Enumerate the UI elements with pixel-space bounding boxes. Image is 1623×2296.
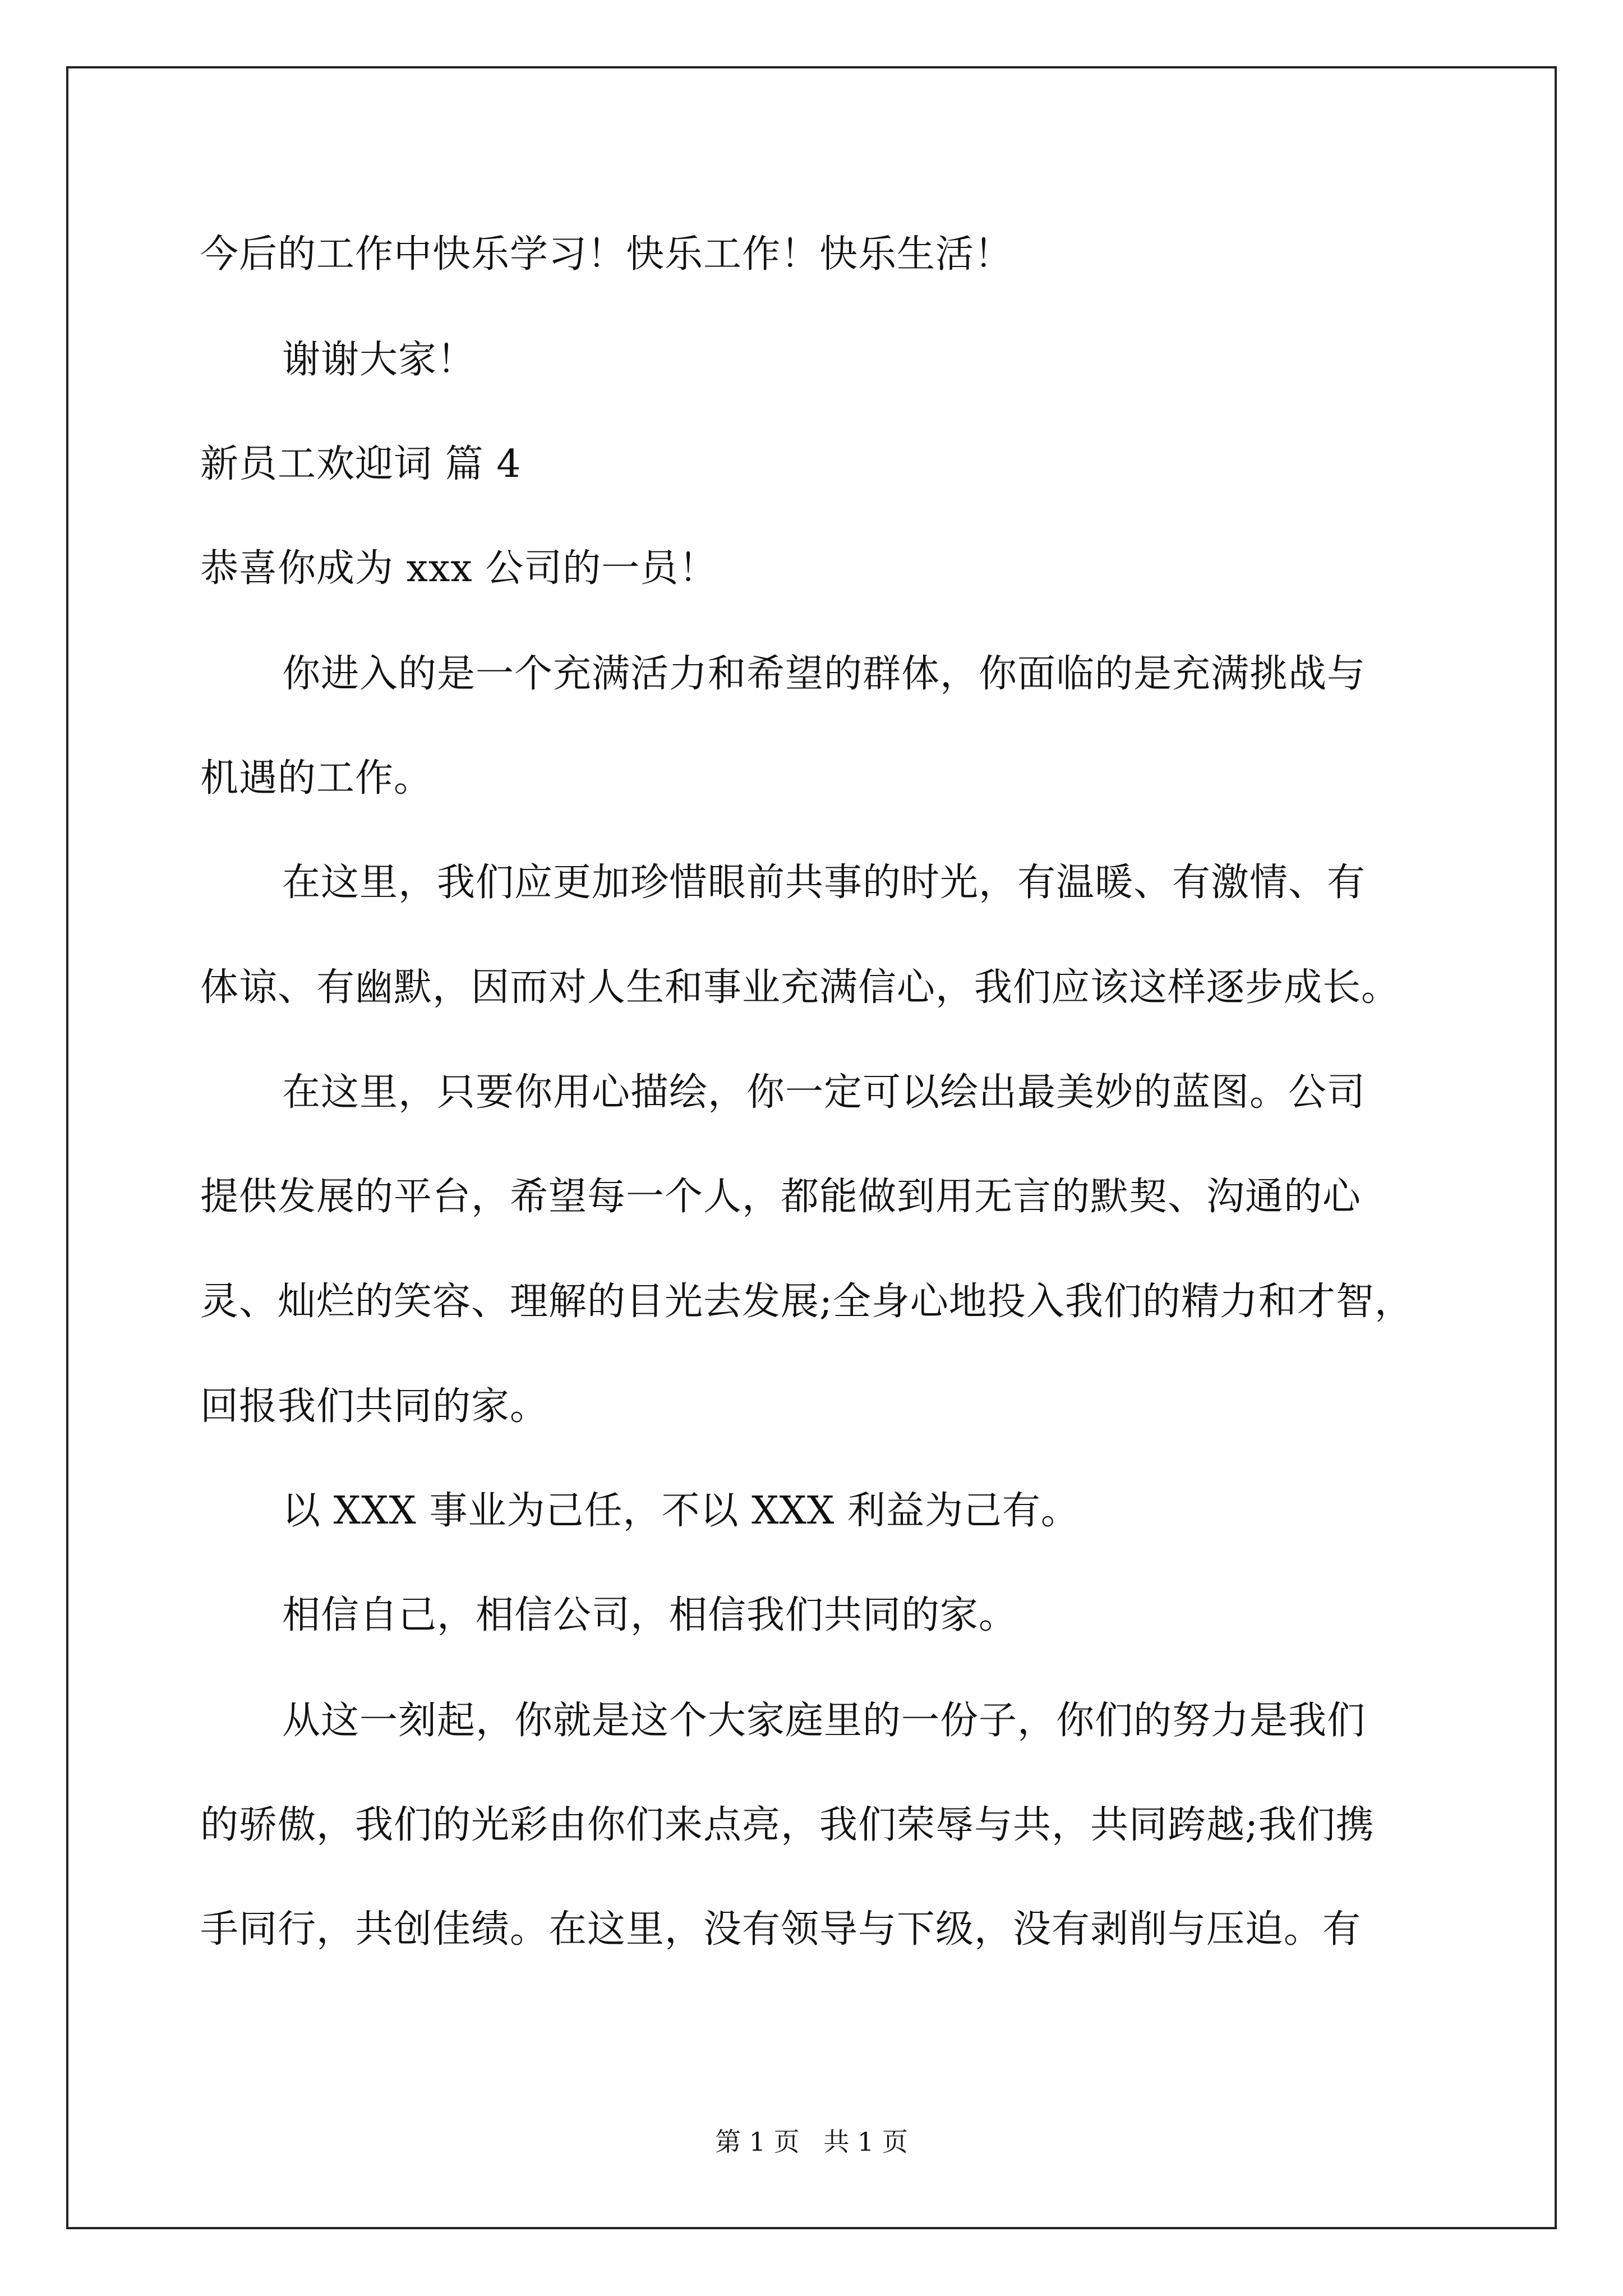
paragraph-line: 在这里，只要你用心描绘，你一定可以绘出最美妙的蓝图。公司 bbox=[282, 1070, 1366, 1115]
paragraph-line: 相信自己，相信公司，相信我们共同的家。 bbox=[282, 1593, 1018, 1637]
paragraph-line: 机遇的工作。 bbox=[200, 756, 433, 800]
paragraph-line: 的骄傲，我们的光彩由你们来点亮，我们荣辱与共，共同跨越;我们携 bbox=[200, 1803, 1375, 1847]
paragraph-line: 你进入的是一个充满活力和希望的群体，你面临的是充满挑战与 bbox=[282, 652, 1366, 696]
paragraph-line: 回报我们共同的家。 bbox=[200, 1384, 549, 1429]
paragraph-line: 以 XXX 事业为己任，不以 XXX 利益为己有。 bbox=[282, 1489, 1080, 1533]
line-closing-wish: 今后的工作中快乐学习！快乐工作！快乐生活！ bbox=[200, 232, 1013, 277]
page-number: 第 1 页 bbox=[715, 2127, 800, 2157]
page-border bbox=[66, 66, 1557, 2229]
page-total: 共 1 页 bbox=[823, 2127, 908, 2157]
section-heading: 新员工欢迎词 篇 4 bbox=[200, 442, 522, 486]
page-footer bbox=[0, 2129, 1623, 2155]
paragraph-line: 灵、灿烂的笑容、理解的目光去发展;全身心地投入我们的精力和才智， bbox=[200, 1280, 1413, 1324]
paragraph-line: 提供发展的平台，希望每一个人，都能做到用无言的默契、沟通的心 bbox=[200, 1175, 1362, 1219]
paragraph-line: 手同行，共创佳绩。在这里，没有领导与下级，没有剥削与压迫。有 bbox=[200, 1907, 1362, 1952]
line-thanks: 谢谢大家！ bbox=[282, 338, 476, 382]
line-congrats: 恭喜你成为 xxx 公司的一员！ bbox=[200, 546, 718, 591]
paragraph-line: 从这一刻起，你就是这个大家庭里的一份子，你们的努力是我们 bbox=[282, 1699, 1366, 1743]
paragraph-line: 在这里，我们应更加珍惜眼前共事的时光，有温暖、有激情、有 bbox=[282, 861, 1366, 905]
paragraph-line: 体谅、有幽默，因而对人生和事业充满信心，我们应该这样逐步成长。 bbox=[200, 965, 1400, 1010]
